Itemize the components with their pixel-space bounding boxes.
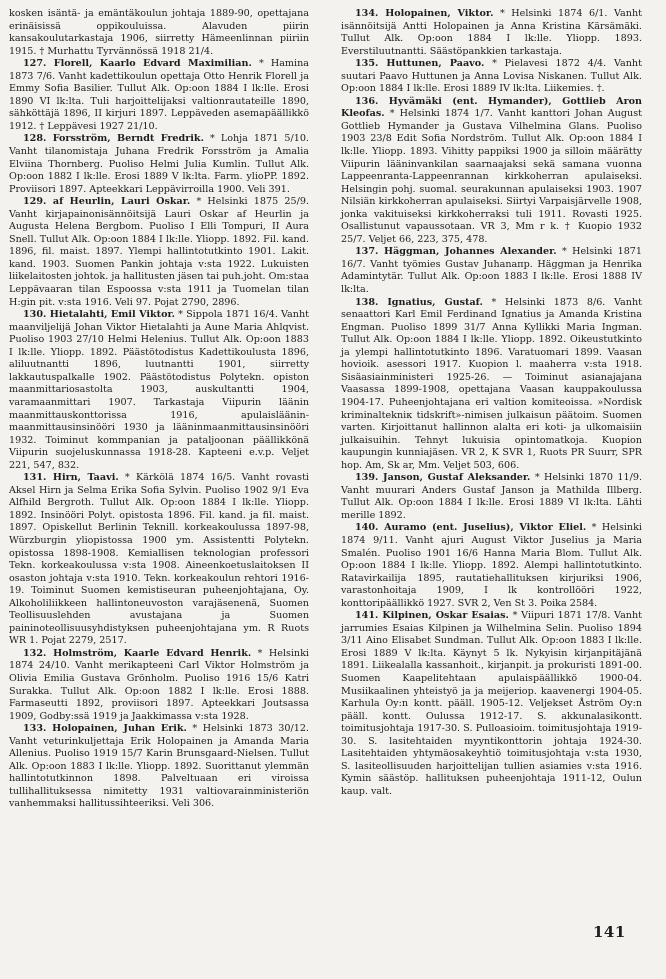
- entry-129: [9, 196, 309, 309]
- entry-text: * Sippola 1871 16/4. Vanht maanviljelijä Johan Viktor Hietalahti ja Aune Maria Ahlqvist. Puoliso 1903 27/10 Helmi Helenius. Tullut Alk. Op:oon 1883 I lk:lle. Ylioрр. 1892. Päästötodistus Kadettikoulusta 1896, aliluutnantti 1896, luutnantti 1901, siirretty lakkautuspalkalle 1902. Päästötodistus Polytekn. opiston maanmittariosastolta 1903, auskultantti 1904, varamaanmittari 1907. Tarkastaja Viipurin läänin maanmittauskonttorissa 1916, apulaislääninmaanmittausinsinööri 1930 ja lääninmaanmittausinsinööri 1932. Toiminut kommpanian ja pataljoonan päällikkönä Viipurin suojeluskunnassa 1918-28. Kapteeni e.v.p. Veljet 221, 547, 832.: [9, 309, 309, 471]
- entry-heading: 138. Ignatius, Gustaf.: [355, 296, 483, 308]
- entry-text: * Helsinki 1874 24/10. Vanht merikapteeni Carl Viktor Holmström ja Olivia Emilia Gustava Grönholm. Puoliso 1916 15/6 Katri Surakka. Tullut Alk. Op:oon 1882 I lk:lle. Erosi 1888. Farmaseutti 1892, proviisori 1897. Apteekkari Joutsassa 1909, Godby:ssä 1919 ja Jaakkimassa v:sta 1928.: [9, 647, 309, 722]
- entry-text: * Helsinki 1871 16/7. Vanht työmies Gustav Juhanaпр. Häggman ja Henrika Adamintytär. Tullut Alk. Op:oon 1883 I lk:lle. Erosi 1888 IV lk:lta.: [341, 246, 643, 296]
- entry-heading: 135. Huttunen, Paavo.: [355, 58, 485, 70]
- entry-131: [9, 472, 309, 648]
- entry-138: [341, 297, 642, 473]
- entry-text: kosken isäntä- ja emäntäkoulun johtaja 1889-90, opettajana erinäisissä oppikouluissa. Alavuden piirin kansakoulutarkastaja 1906, siirretty Hämeenlinnan piiriin 1915. † Murhattu Tyrvännössä 1918 21/4.: [9, 8, 309, 57]
- entry-text: * Helsinki 1874 9/11. Vanht ajuri August Viktor Juselius ja Maria Smalén. Puoliso 1901 16/6 Hanna Maria Blom. Tullut Alk. Op:oon 1884 I lk:lle. Ylioрр. 1892. Alempi hallintotutkinto. Ratavirkailija 1895, rautatiehallituksen kirjuriksi 1906, varastonhoitaja 1909, I lk kontrollööri 1922, konttoripäällikkö 1927. SVR 2, Ven St 3. Poika 2584.: [341, 522, 642, 609]
- entry-127: [9, 58, 309, 133]
- entry-133: [9, 723, 309, 811]
- entry-128: [9, 133, 309, 196]
- entry-130: [9, 309, 309, 472]
- entry-heading: 130. Hietalahti, Emil Viktor.: [23, 309, 176, 321]
- entry-text: * Helsinki 1873 30/12. Vanht veturinkuljettaja Erik Holopainen ja Amanda Maria Allenius. Puoliso 1919 15/7 Karin Brunsgaard-Nielsen. Tullut Alk. Op:oon 1883 I lk:lle. Ylioрр. 1892. Suorittanut ylemmän hallintotutkinnon 1898. Palveltuaan eri viroissa tullihallituksessa nimitetty 1931 valtiovarainministeriön vanhemmaksi hallitussihteeriksi. Veli 306.: [9, 723, 309, 810]
- entry-text: * Helsinki 1873 8/6. Vanht senaattori Karl Emil Ferdinand Ignatius ja Amanda Kristina Engman. Puoliso 1899 31/7 Anna Kyllikki Maria Ingman. Tullut Alk. Op:oon 1884 I lk:lle. Ylioрр. 1892. Oikeustutkinto ja ylempi hallintotutkinto 1896. Varatuomari 1899. Vaasan hovioik. asessori 1917. Kuopion l. maaherra v:sta 1918. Sisäasiainministeri 1925-26. — Toiminut asianajajana Vaasassa 1899-1908, opettajana Vaasan kauppakoulussa 1904-17. Puheenjohtajana eri valtion komiteoissa. »Nordisk kriminaltekniк tidskrift»-nimisen julkaisun päätoim. Suomen varten. Kirjoittanut hallinnon alalta eri koti- ja ulkomaisiin julkaisuihin. Tehnyt lukuisia opintomatkoja. Kuopion kaupungin kunniajäsen. VR 2, K SVR 1, Ruots PR Suurr, SPR hop. Am, Sk ar, Mm. Veljet 503, 606.: [341, 296, 642, 471]
- entry-136: [341, 96, 642, 247]
- entry-132: [9, 648, 309, 723]
- entry-heading: 136. Hyvämäki (ent. Hymander), Gottlieb Aron Kleofas.: [341, 95, 642, 120]
- entry-text: * Helsinki 1870 11/9. Vanht muurari Anders Gustaf Janson ja Mathilda Illberg. Tullut Alk. Op:oon 1884 I lk:lle. Erosi 1889 VI lk:lta. Lähti merille 1892.: [341, 472, 642, 521]
- entry-text: * Pielavesi 1872 4/4. Vanht suutari Paavo Huttunen ja Anna Lovisa Niskanen. Tullut Alk. Op:oon 1884 I lk:lle. Erosi 1889 IV lk:lta. Liikemies. †.: [341, 58, 642, 95]
- entry-continuation: [9, 8, 309, 58]
- entry-text: * Lohja 1871 5/10. Vanht tilanomistaja Juhana Fredrik Forsström ja Amalia Elviina Thornberg. Puoliso Helmi Julia Kumlin. Tullut Alk. Op:oon 1882 I lk:lle. Erosi 1889 V lk:lta. Farm. ylioPP. 1892. Proviisori 1897. Apteekkari Leppävirroilla 1900. Veli 391.: [9, 133, 309, 195]
- entry-text: * Helsinki 1875 25/9. Vanht kirjapainonisännöitsijä Lauri Oskar af Heurlin ja Augusta Helena Bergbom. Puoliso I Elli Tompuri, II Aura Snell. Tullut Alk. Op:oon 1884 I lk:lle. Ylioрр. 1892. Fil. kand. 1896, fil. maist. 1897. Ylempi hallintotutkinto 1901. Lakit. kand. 1903. Suomen Pankin johtaja v:sta 1922. Lukuisten liikelaitosten johtok. ja hallitusten jäsen tai puh.joht. Om:staa Leppävaaran tilan Espoossa v:sta 1911 ja Tuomelan tilan H:gin pit. v:sta 1916. Veli 97. Pojat 2790, 2896.: [9, 196, 309, 308]
- entry-heading: 134. Holopainen, Viktor.: [355, 8, 494, 19]
- entry-heading: 137. Häggman, Johannes Alexander.: [355, 246, 557, 258]
- entry-text: * Helsinki 1874 1/7. Vanht kanttori Johan August Gottlieb Hymander ja Gustava Vilhelmina Glans. Puoliso 1903 23/8 Edit Sofia Nordström. Tullut Alk. Op:oon 1884 I lk:lle. Ylioрр. 1893. Vihitty pappiksi 1900 ja silloin määrätty Viipurin lääninvankilan saarnaajaksi sekä samana vuonna Lappeenranta-Lappeenrannan kirkkoherran apulaiseksi. Helsingin pohj. suomal. seurakunnan apulaiseksi 1903. 1907 Nilsiän kirkkoherran apulaiseksi. Siirtyi Varpaisjärvelle 1908, jonka vakituiseksi kirkkoherraksi tuli 1911. Rovasti 1925. Osallistunut vapaussotaan. VR 3, Mm r k. † Kuopio 1932 25/7. Veljet 66, 223, 375, 478.: [341, 108, 642, 245]
- page-number: 141: [593, 923, 626, 941]
- entry-text: * Helsinki 1874 6/1. Vanht isännöitsijä Antti Holopainen ja Anna Kristina Kärsämäki. Tullut Alk. Op:oon 1884 I lk:lle. Ylioрр. 1893. Everstiluutnantti. Säästöpankkien tarkastaja.: [341, 8, 642, 57]
- entry-heading: 133. Holopainen, Juhan Erik.: [23, 723, 187, 735]
- entry-135: [341, 58, 642, 96]
- entry-text: * Kärkölä 1874 16/5. Vanht rovasti Aksel Hirn ja Selma Erika Sofia Sylvin. Puoliso 1902 9/1 Eva Alfhild Bergroth. Tullut Alk. Op:oon 1884 I lk:lle. Ylioрр. 1892. Insinööri Polyt. opistosta 1896. Fil. kand. ja fil. maist. 1897. Opiskellut Berlinin Teknill. korkeakoulussa 1897-98, Würzburgin yliopistossa 1900 ym. Assistentti Polytekn. opistossa 1898-1908. Kemiallisen teknologian professori Tekn. korkeakoulussa v:sta 1908. Aineenkoetuslaitoksen II osaston johtaja v:sta 1910. Tekn. korkeakoulun rehtori 1916-19. Toiminut Suomen kemistiseuran puheenjohtajana, Oy. Alkoholiliikkeen hallintoneuvoston varajäsenenä, Suomen Teollisuuslehden avustajana ja Suomen paininoteollisuusyhdistyksen puheenjohtajana ym. R Ruots WR 1. Pojat 2279, 2517.: [9, 472, 310, 647]
- entry-141: [341, 610, 642, 798]
- entry-heading: 129. af Heurlin, Lauri Oskar.: [23, 196, 191, 208]
- entry-heading: 141. Kilpinen, Oskar Esaias.: [355, 610, 509, 622]
- entry-heading: 127. Florell, Kaarlo Edvard Maximilian.: [23, 58, 252, 70]
- entry-heading: 140. Auramo (ent. Juselius), Viktor Eliel.: [355, 522, 587, 534]
- entry-139: [341, 472, 642, 522]
- left-column: [9, 8, 309, 811]
- right-column: [341, 8, 642, 798]
- entry-heading: 128. Forsström, Berndt Fredrik.: [23, 133, 204, 145]
- entry-heading: 139. Janson, Gustaf Aleksander.: [355, 472, 531, 484]
- entry-text: * Viipuri 1871 17/8. Vanht jarrumies Esaias Kilpinen ja Wilhelmina Selin. Puoliso 1894 3/11 Aino Elisabet Sundman. Tullut Alk. Op:oon 1883 I lk:lle. Erosi 1889 V lk:lta. Käynyt 5 lk. Nykyisin kirjanpitäjänä 1891. Liikealalla kassanhoit., kirjanpit. ja prokuristi 1891-00. Suomen Kaapelitehtaan apulaispäällikkö 1900-04. Musiikaalinen yhteistyö ja ja meijeriop. kaavenergi 1904-05. Karhula Oy:n kontt. pääll. 1905-12. Veljekset Åström Oy:n pääll. kontt. Oulussa 1912-17. S. akkunalasikontt. toimitusjohtaja 1917-30. S. Pulloasioim. toimitusjohtaja 1919-30. S. lasitehtaiden myyntikonttorin johtaja 1924-30. Lasitehtaiden yhtymäosakeyhtiö toimitusjohtaja v:sta 1930, S. lasiteollisuuden harjoittelijan tullien asiamies v:sta 1916. Kymin säästöp. hallituksen puheenjohtaja 1911-12, Oulun kaup. valt.: [341, 610, 643, 797]
- entry-heading: 131. Hirn, Taavi.: [23, 472, 119, 484]
- entry-140: [341, 522, 642, 610]
- entry-text: * Hamina 1873 7/6. Vanht kadettikoulun opettaja Otto Henrik Florell ja Emmy Sofia Basilier. Tullut Alk. Op:oon 1884 I lk:lle. Erosi 1890 VI lk:lta. Tuli harjoittelijaksi valtionrautateille 1890, sähköttäjä 1896, II kirjuri 1897. Leppäveden asemapäällikkö 1912. † Leppävesi 1927 21/10.: [9, 58, 309, 132]
- entry-heading: 132. Holmström, Kaarle Edvard Henrik.: [23, 647, 252, 659]
- entry-137: [341, 246, 642, 296]
- entry-134: [341, 8, 642, 58]
